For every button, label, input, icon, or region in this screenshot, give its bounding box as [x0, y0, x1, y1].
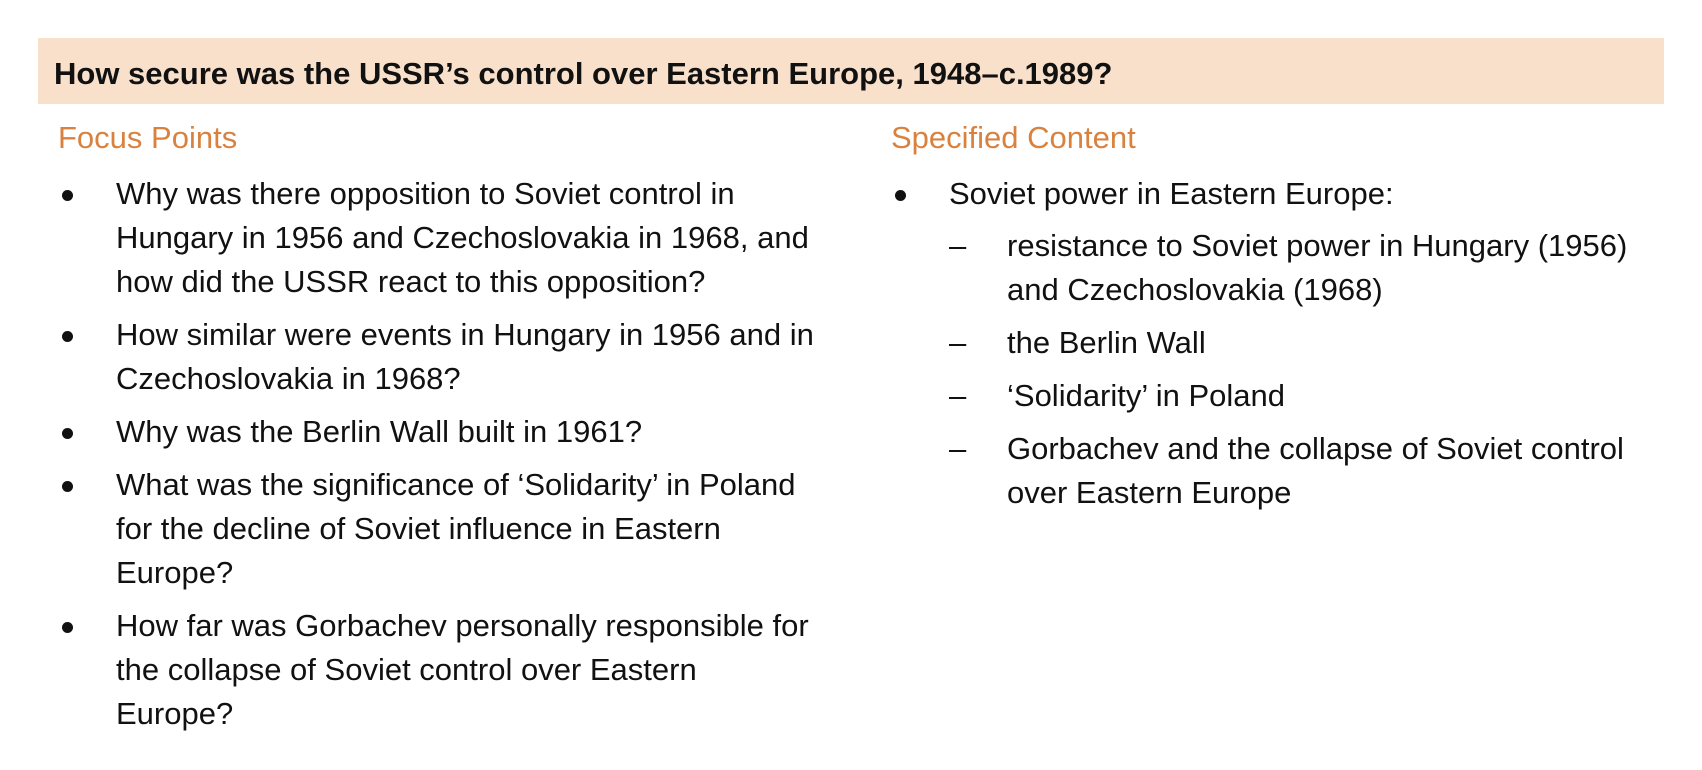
bullet-icon — [62, 428, 73, 439]
content-main-text: Soviet power in Eastern Europe: — [949, 176, 1394, 211]
specified-content-list — [891, 172, 1681, 515]
content-sub-text: the Berlin Wall — [1007, 325, 1206, 360]
focus-point-item — [58, 604, 818, 736]
focus-points-column — [58, 114, 818, 745]
dash-icon: – — [949, 325, 967, 360]
content-main-item — [891, 172, 1681, 515]
focus-points-heading: Focus Points — [58, 120, 238, 155]
specified-content-column — [891, 114, 1681, 524]
page-title: How secure was the USSR’s control over Eastern Europe, 1948–c.1989? — [54, 56, 1113, 91]
focus-point-text: Why was there opposition to Soviet control in Hungary in 1956 and Czechoslovakia in 1968, and how did the USSR react to this opposition? — [116, 176, 809, 299]
content-sub-text: ‘Solidarity’ in Poland — [1007, 378, 1286, 413]
content-sub-text: resistance to Soviet power in Hungary (1956) and Czechoslovakia (1968) — [1007, 228, 1628, 307]
focus-point-item — [58, 313, 818, 401]
dash-icon: – — [949, 378, 967, 413]
content-sub-item — [949, 224, 1681, 312]
dash-icon: – — [949, 228, 967, 263]
focus-points-list — [58, 172, 818, 736]
bullet-icon — [895, 190, 906, 201]
focus-point-text: How similar were events in Hungary in 1956 and in Czechoslovakia in 1968? — [116, 317, 814, 396]
content-sub-item — [949, 427, 1681, 515]
focus-point-text: What was the significance of ‘Solidarity’ in Poland for the decline of Soviet influence in Eastern Europe? — [116, 467, 796, 590]
content-sub-item — [949, 374, 1681, 418]
focus-point-item — [58, 172, 818, 304]
bullet-icon — [62, 190, 73, 201]
title-banner — [38, 38, 1664, 104]
content-sub-text: Gorbachev and the collapse of Soviet control over Eastern Europe — [1007, 431, 1624, 510]
focus-point-text: Why was the Berlin Wall built in 1961? — [116, 414, 643, 449]
dash-icon: – — [949, 431, 967, 466]
focus-point-text: How far was Gorbachev personally responsible for the collapse of Soviet control over Eastern Europe? — [116, 608, 809, 731]
bullet-icon — [62, 331, 73, 342]
focus-point-item — [58, 410, 818, 454]
bullet-icon — [62, 622, 73, 633]
content-sub-item — [949, 321, 1681, 365]
specified-content-heading: Specified Content — [891, 120, 1136, 155]
focus-point-item — [58, 463, 818, 595]
bullet-icon — [62, 481, 73, 492]
content-sub-list — [949, 224, 1681, 515]
